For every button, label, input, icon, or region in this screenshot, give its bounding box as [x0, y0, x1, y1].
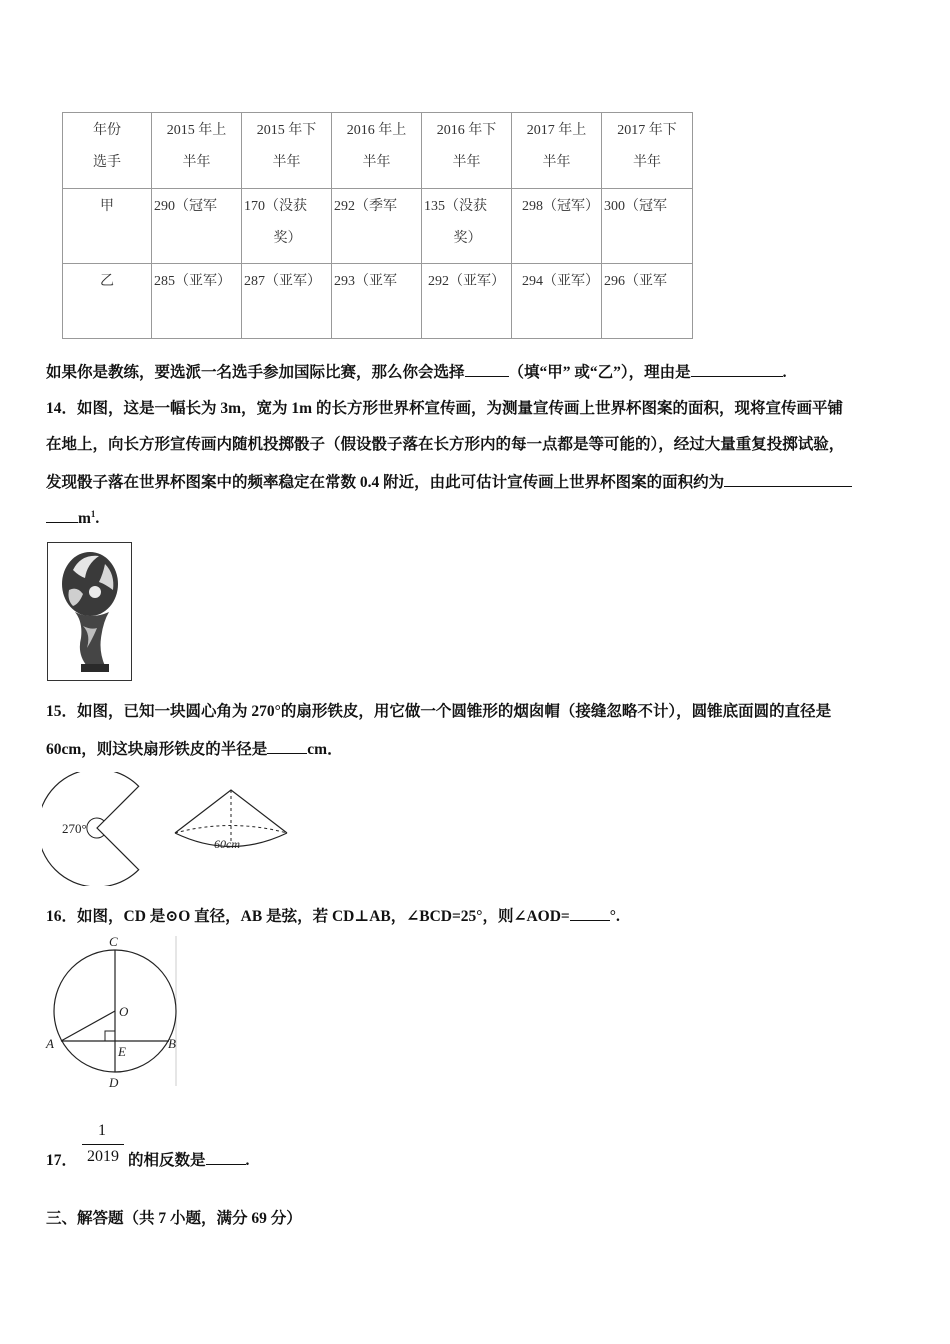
- q14-line-4: $m^1$.: [46, 508, 908, 528]
- table-row: [63, 264, 693, 339]
- table-header-cell: 2017 年下 半年: [602, 113, 693, 189]
- table-cell: 298（冠军）: [512, 189, 602, 264]
- q14-line-2: 在地上，向长方形宣传画内随机投掷骰子（假设骰子落在长方形内的每一点都是等可能的），经过大量重复投掷试验，: [46, 436, 845, 453]
- q17-text: 17． 1 2019 的相反数是 .: [46, 1122, 250, 1169]
- table-header-cell: 2016 年下 半年: [422, 113, 512, 189]
- table-corner-cell: 年份 选手: [63, 113, 152, 189]
- table-cell: 135（没获 奖）: [422, 189, 512, 264]
- table-cell: 294（亚军）: [512, 264, 602, 339]
- world-cup-figure: [47, 542, 133, 682]
- point-label-b: B: [168, 1036, 176, 1051]
- score-table: [62, 112, 693, 339]
- answer-blank: [570, 906, 610, 921]
- table-cell: 290（冠军: [152, 189, 242, 264]
- table-cell: 300（冠军: [602, 189, 693, 264]
- point-label-d: D: [109, 1075, 119, 1090]
- answer-blank: [724, 472, 852, 487]
- table-header-row: [63, 113, 693, 189]
- answer-blank: [267, 739, 307, 754]
- q15-line-2: 60cm，则这块扇形铁皮的半径是 cm．: [46, 741, 343, 758]
- table-cell: 292（亚军）: [422, 264, 512, 339]
- diameter-label: 60cm: [214, 837, 240, 851]
- table-row: [63, 189, 693, 264]
- player-cell: 乙: [63, 264, 152, 339]
- table-cell: 296（亚军: [602, 264, 693, 339]
- point-label-c: C: [109, 934, 118, 949]
- sector-shape: [42, 772, 139, 886]
- table-cell: 285（亚军）: [152, 264, 242, 339]
- q13-text: 如果你是教练，要选派一名选手参加国际比赛，那么你会选择 （填“甲” 或“乙”），理由是 .: [46, 364, 787, 381]
- table-header-cell: 2016 年上 半年: [332, 113, 422, 189]
- point-label-a: A: [46, 1036, 54, 1051]
- table-header-cell: 2015 年下 半年: [242, 113, 332, 189]
- answer-blank: [465, 362, 509, 377]
- q14-line-3: 发现骰子落在世界杯图案中的频率稳定在常数 0.4 附近，由此可估计宣传画上世界杯图案的面积约为: [46, 470, 908, 492]
- answer-blank: [691, 362, 783, 377]
- fraction-bar: [82, 1144, 124, 1145]
- table-cell: 287（亚军）: [242, 264, 332, 339]
- table-cell: 292（季军: [332, 189, 422, 264]
- answer-blank: [206, 1150, 246, 1165]
- table-cell: 170（没获 奖）: [242, 189, 332, 264]
- fraction-denominator: 2019: [87, 1148, 119, 1165]
- table-cell: 293（亚军: [332, 264, 422, 339]
- q14-line-1: 14．如图，这是一幅长为 3m，宽为 1m 的长方形世界杯宣传画，为测量宣传画上世界杯图案的面积，现将宣传画平铺: [46, 400, 843, 417]
- q16-text: 16．如图，CD 是⊙O 直径，AB 是弦，若 CD⊥AB，∠BCD=25°，则∠AOD= °.: [46, 908, 620, 925]
- circle-figure: [44, 932, 180, 1092]
- sector-cone-figure: [42, 772, 302, 886]
- section-title: 三、解答题（共 7 小题，满分 69 分）: [46, 1210, 302, 1227]
- player-cell: 甲: [63, 189, 152, 264]
- angle-label: 270°: [62, 821, 87, 836]
- fraction-numerator: 1: [98, 1122, 106, 1139]
- q15-line-1: 15．如图，已知一块圆心角为 270°的扇形铁皮，用它做一个圆锥形的烟囱帽（接缝忽略不计），圆锥底面圆的直径是: [46, 703, 832, 720]
- table-header-cell: 2015 年上 半年: [152, 113, 242, 189]
- cone-shape: [175, 790, 287, 851]
- point-label-e: E: [118, 1044, 126, 1059]
- point-label-o: O: [119, 1004, 129, 1019]
- table-header-cell: 2017 年上 半年: [512, 113, 602, 189]
- answer-blank: [46, 508, 78, 523]
